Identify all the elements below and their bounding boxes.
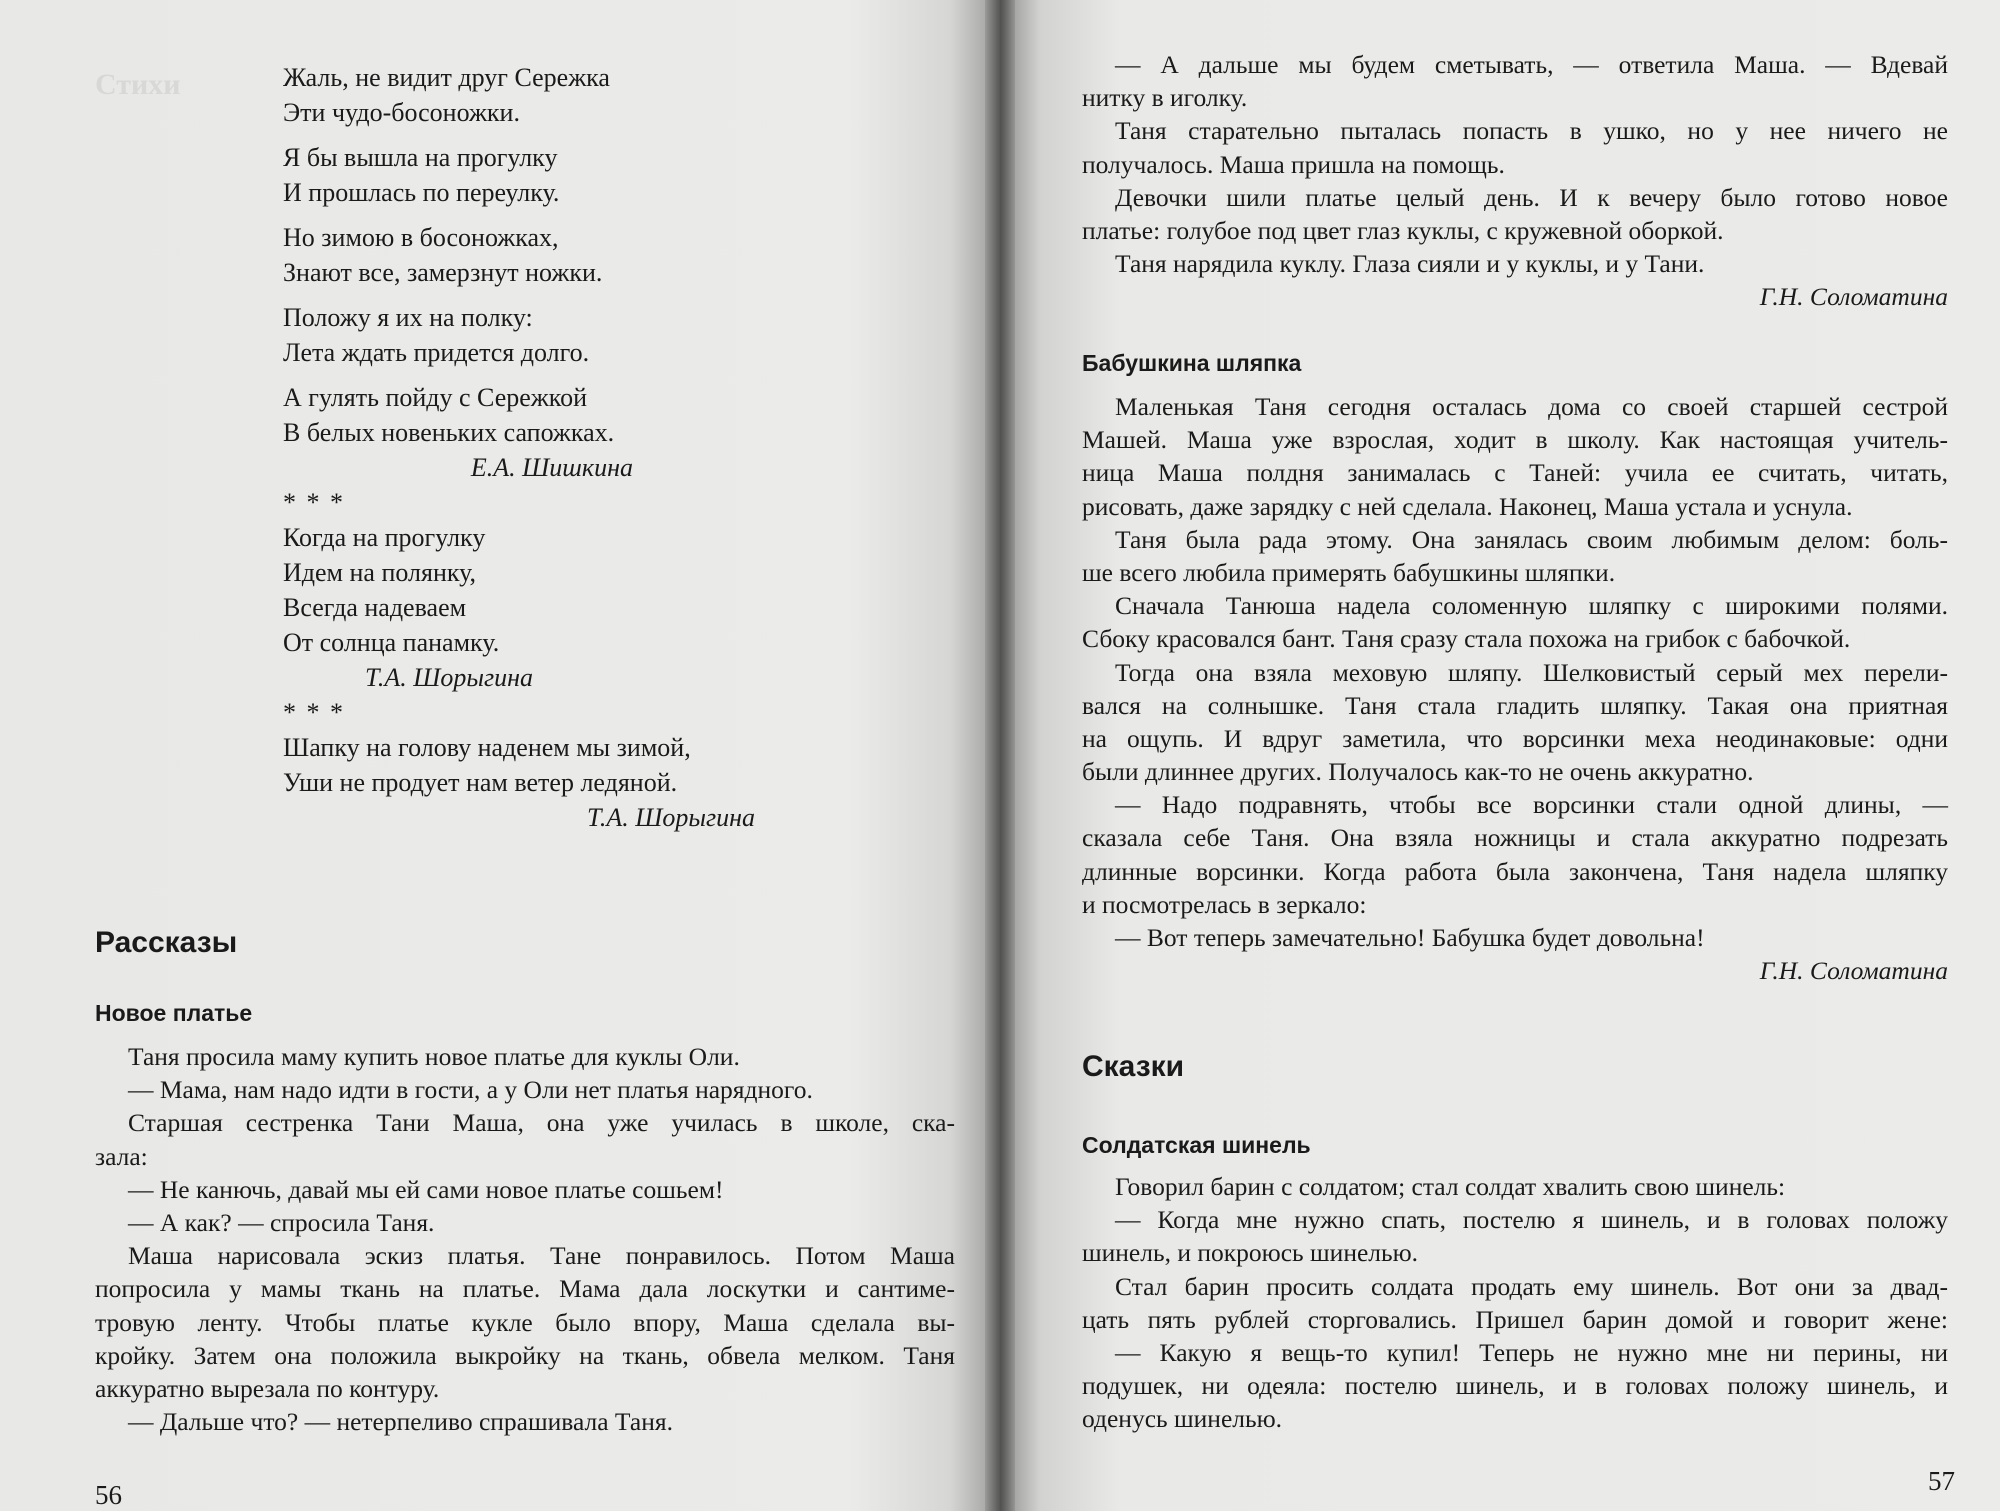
text-line: платье: голубое под цвет глаз куклы, с кружевной оборкой. <box>1082 215 1724 245</box>
poem-author: Т.А. Шорыгина <box>587 803 755 832</box>
story-title: Новое платье <box>95 1000 253 1026</box>
text-line: тровую ленту. Чтобы платье кукле было впору, Маша сделала вы- <box>95 1307 955 1337</box>
text-line: Маша нарисовала эскиз платья. Тане понравилось. Потом Маша <box>128 1241 955 1271</box>
poem-stanza <box>283 300 783 370</box>
poem-line: Я бы вышла на прогулку <box>283 143 558 172</box>
text-line: оденусь шинелью. <box>1082 1404 1283 1434</box>
text-line: Таня нарядила куклу. Глаза сияли и у куклы, и у Тани. <box>1115 249 1705 279</box>
text-line: Девочки шили платье целый день. И к вечеру было готово новое <box>1115 182 1948 212</box>
text-line: вался на солнышке. Таня стала гладить шляпку. Такая она приятная <box>1082 690 1948 720</box>
section-title-stories: Рассказы <box>95 926 238 959</box>
ghost-header: Стихи <box>95 68 181 101</box>
poem-line: Эти чудо-босоножки. <box>283 98 520 127</box>
poem-line: Всегда надеваем <box>283 593 467 622</box>
poem-line: Знают все, замерзнут ножки. <box>283 258 603 287</box>
poem-stanza <box>283 695 783 835</box>
book-gutter <box>985 0 1015 1511</box>
text-line: Машей. Маша уже взрослая, ходит в школу. Как настоящая учитель- <box>1082 425 1948 455</box>
text-line: рисовать, даже зарядку с ней сделала. Наконец, Маша устала и уснула. <box>1082 491 1853 521</box>
poem-line: Шапку на голову наденем мы зимой, <box>283 733 691 762</box>
text-line: Таня старательно пыталась попасть в ушко, но у нее ничего не <box>1115 116 1948 146</box>
poem-line: В белых новеньких сапожках. <box>283 418 615 447</box>
text-line: — А как? — спросила Таня. <box>128 1207 435 1237</box>
poems-block <box>283 60 783 835</box>
story-author: Г.Н. Соломатина <box>1759 956 1948 986</box>
text-line: цать пять рублей сторговались. Пришел барин домой и говорит жене: <box>1082 1304 1948 1334</box>
text-line: на ощупь. И вдруг заметила, что ворсинки меха неодинаковые: одни <box>1082 723 1948 753</box>
text-line: Таня была рада этому. Она занялась своим любимым делом: боль- <box>1115 524 1948 554</box>
poem-author: Е.А. Шишкина <box>470 453 633 482</box>
text-line: — А дальше мы будем сметывать, — ответила Маша. — Вдевай <box>1115 50 1948 79</box>
text-line: попросила у мамы ткань на платье. Мама дала лоскутки и сантиме- <box>95 1274 955 1304</box>
text-line: Стал барин просить солдата продать ему шинель. Вот они за двад- <box>1115 1271 1948 1301</box>
text-line: Сначала Танюша надела соломенную шляпку с широкими полями. <box>1115 591 1948 621</box>
text-line: Старшая сестренка Тани Маша, она уже училась в школе, ска- <box>128 1108 955 1138</box>
text-line: ше всего любила примерять бабушкины шляпки. <box>1082 557 1616 587</box>
text-line: были длиннее других. Получалось как-то не очень аккуратно. <box>1082 757 1754 787</box>
poem-line: Лета ждать придется долго. <box>283 338 590 367</box>
text-line: — Какую я вещь-то купил! Теперь не нужно мне ни перины, ни <box>1115 1337 1948 1367</box>
poem-line: Но зимою в босоножках, <box>283 223 559 252</box>
text-line: — Мама, нам надо идти в гости, а у Оли нет платья нарядного. <box>128 1075 813 1105</box>
story-continuation <box>1082 48 1948 314</box>
story-title: Бабушкина шляпка <box>1082 350 1302 376</box>
text-line: Тогда она взяла меховую шляпу. Шелковистый серый мех перели- <box>1115 657 1948 687</box>
page-number-right: 57 <box>1928 1466 1955 1496</box>
poem-line: Когда на прогулку <box>283 523 486 552</box>
text-line: — Надо подравнять, чтобы все ворсинки стали одной длины, — <box>1115 790 1948 820</box>
poem-stanza <box>283 485 783 695</box>
stars-separator: * * * <box>283 698 345 727</box>
text-line: подушек, ни одеяла: постелю шинель, и в головах положу шинель, и <box>1082 1371 1948 1401</box>
text-line: шинель, и покроюсь шинелью. <box>1082 1238 1419 1268</box>
poem-stanza <box>283 60 783 130</box>
poem-stanza <box>283 140 783 210</box>
text-line: и посмотрелась в зеркало: <box>1082 889 1367 919</box>
text-line: — Вот теперь замечательно! Бабушка будет довольна! <box>1115 923 1705 952</box>
text-line: ница Маша полдня занималась с Таней: учила ее считать, читать, <box>1082 458 1948 488</box>
story-text <box>95 1040 955 1438</box>
story-text <box>1082 390 1948 987</box>
text-line: Таня просила маму купить новое платье для куклы Оли. <box>128 1042 740 1071</box>
stars-separator: * * * <box>283 488 345 517</box>
text-line: — Когда мне нужно спать, постелю я шинель, и в головах положу <box>1115 1205 1948 1235</box>
text-line: зала: <box>95 1141 148 1171</box>
story-author: Г.Н. Соломатина <box>1759 282 1948 312</box>
poem-line: Жаль, не видит друг Сережка <box>283 63 610 92</box>
story-title: Солдатская шинель <box>1082 1132 1311 1158</box>
poem-line: Положу я их на полку: <box>283 303 533 332</box>
text-line: — Дальше что? — нетерпеливо спрашивала Таня. <box>128 1407 673 1437</box>
poem-line: Идем на полянку, <box>283 558 477 587</box>
right-page <box>1000 0 2000 1511</box>
section-title-tales: Сказки <box>1082 1050 1185 1083</box>
poem-stanza <box>283 220 783 290</box>
page-number-left: 56 <box>95 1480 122 1510</box>
text-line: Сбоку красовался бант. Таня сразу стала похожа на грибок с бабочкой. <box>1082 624 1851 654</box>
text-line: получалось. Маша пришла на помощь. <box>1082 149 1505 179</box>
poem-author: Т.А. Шорыгина <box>365 663 533 692</box>
text-line: кройку. Затем она положила выкройку на ткань, обвела мелком. Таня <box>95 1340 955 1370</box>
poem-line: И прошлась по переулку. <box>283 178 560 207</box>
text-line: — Не канючь, давай мы ей сами новое платье сошьем! <box>128 1174 724 1204</box>
text-line: аккуратно вырезала по контуру. <box>95 1373 440 1403</box>
text-line: Маленькая Таня сегодня осталась дома со своей старшей сестрой <box>1115 392 1948 421</box>
poem-line: А гулять пойду с Сережкой <box>283 383 587 412</box>
poem-line: Уши не продует нам ветер ледяной. <box>283 768 678 797</box>
story-text <box>1082 1170 1948 1436</box>
poem-stanza <box>283 380 783 485</box>
text-line: нитку в иголку. <box>1082 83 1248 113</box>
text-line: длинные ворсинки. Когда работа была закончена, Таня надела шляпку <box>1082 856 1948 886</box>
text-line: сказала себе Таня. Она взяла ножницы и стала аккуратно подрезать <box>1082 823 1948 853</box>
poem-line: От солнца панамку. <box>283 628 500 657</box>
text-line: Говорил барин с солдатом; стал солдат хвалить свою шинель: <box>1115 1172 1786 1201</box>
